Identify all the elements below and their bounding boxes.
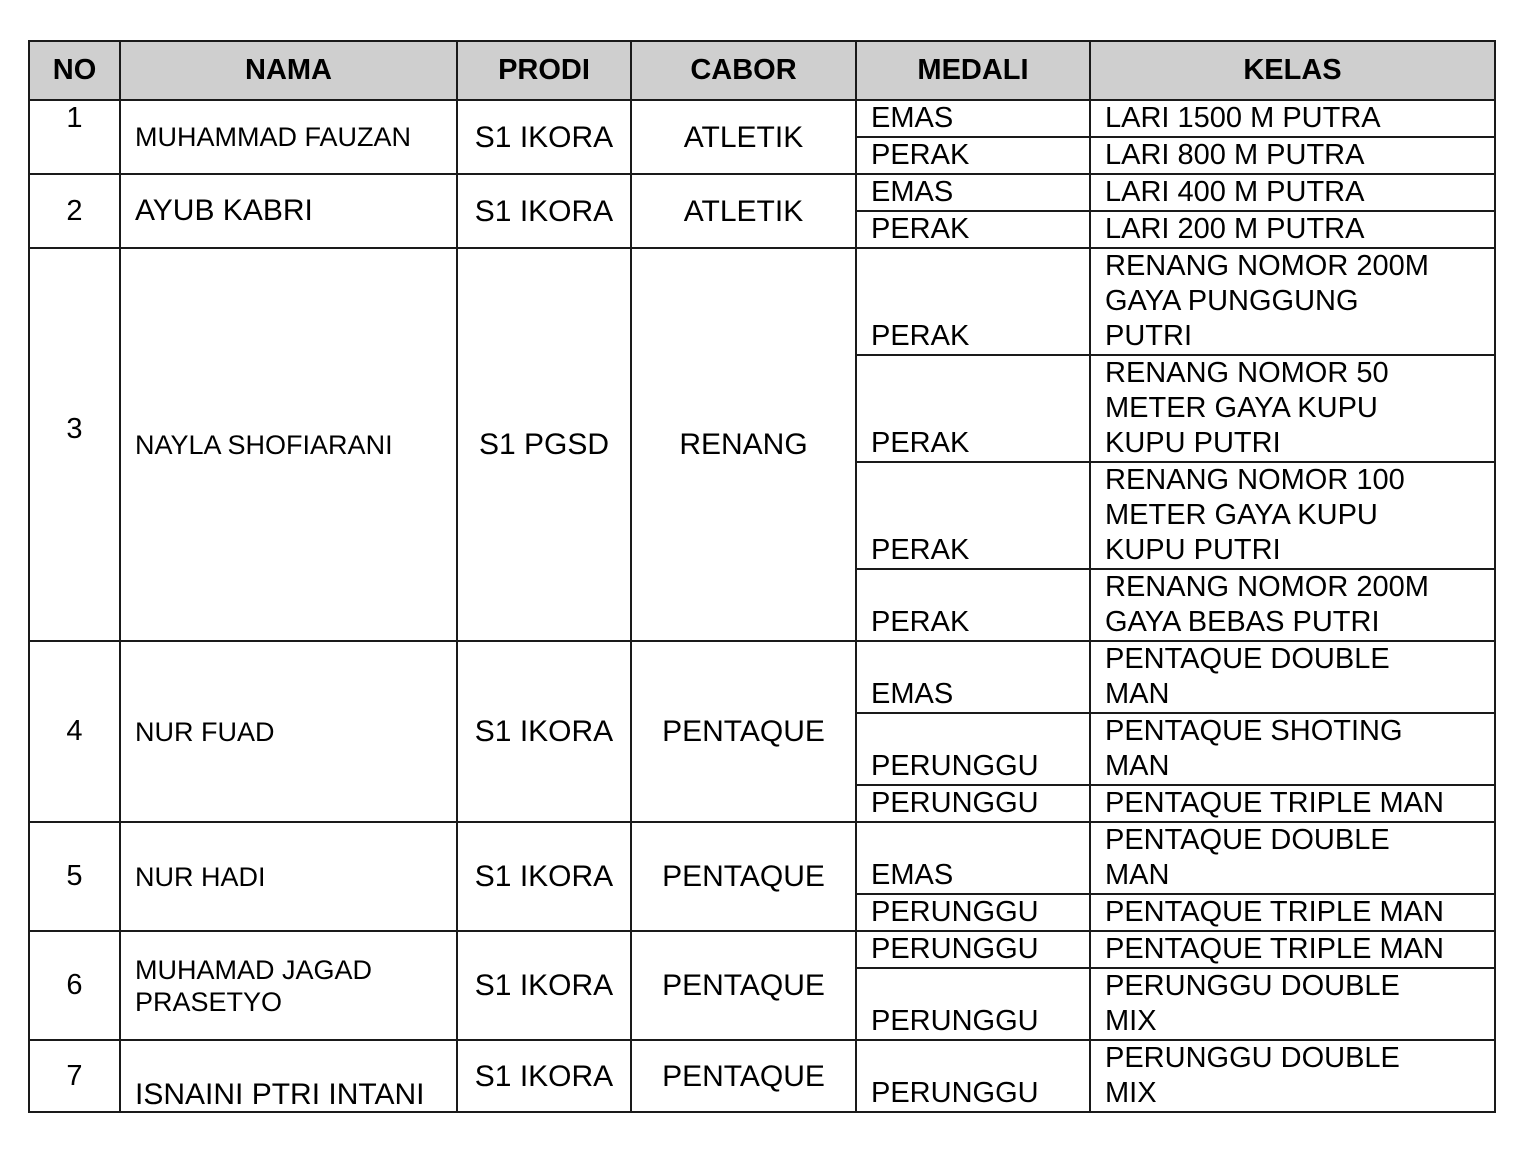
table-row <box>29 248 1495 355</box>
table-row <box>29 822 1495 894</box>
medal-cell: PERAK <box>856 569 1090 641</box>
kelas-cell: PENTAQUE DOUBLE MAN <box>1090 822 1495 894</box>
table-row <box>29 931 1495 968</box>
medal-cell: PERAK <box>856 355 1090 462</box>
entry-nama: AYUB KABRI <box>120 174 457 248</box>
kelas-cell: PENTAQUE DOUBLE MAN <box>1090 641 1495 713</box>
header-row <box>29 41 1495 100</box>
header-prodi: PRODI <box>457 41 631 100</box>
kelas-cell: RENANG NOMOR 200M GAYA PUNGGUNG PUTRI <box>1090 248 1495 355</box>
entry-prodi: S1 IKORA <box>457 641 631 822</box>
entry-no: 6 <box>29 931 120 1040</box>
entry-nama: NAYLA SHOFIARANI <box>120 248 457 641</box>
header-cabor: CABOR <box>631 41 856 100</box>
kelas-cell: LARI 400 M PUTRA <box>1090 174 1495 211</box>
table-header <box>29 41 1495 100</box>
entry-prodi: S1 PGSD <box>457 248 631 641</box>
kelas-cell: PERUNGGU DOUBLE MIX <box>1090 968 1495 1040</box>
header-medali: MEDALI <box>856 41 1090 100</box>
entry-cabor: PENTAQUE <box>631 822 856 931</box>
kelas-cell: PERUNGGU DOUBLE MIX <box>1090 1040 1495 1112</box>
entry-nama: NUR FUAD <box>120 641 457 822</box>
header-no: NO <box>29 41 120 100</box>
entry-prodi: S1 IKORA <box>457 1040 631 1112</box>
medal-cell: PERUNGGU <box>856 931 1090 968</box>
kelas-cell: PENTAQUE TRIPLE MAN <box>1090 931 1495 968</box>
header-nama: NAMA <box>120 41 457 100</box>
medal-cell: EMAS <box>856 174 1090 211</box>
entry-cabor: ATLETIK <box>631 174 856 248</box>
kelas-cell: LARI 1500 M PUTRA <box>1090 100 1495 137</box>
kelas-cell: RENANG NOMOR 100 METER GAYA KUPU KUPU PUTRI <box>1090 462 1495 569</box>
table-row <box>29 641 1495 713</box>
entry-prodi: S1 IKORA <box>457 100 631 174</box>
entry-cabor: PENTAQUE <box>631 1040 856 1112</box>
entry-no: 5 <box>29 822 120 931</box>
entry-cabor: PENTAQUE <box>631 641 856 822</box>
medal-cell: EMAS <box>856 641 1090 713</box>
medal-cell: PERUNGGU <box>856 894 1090 931</box>
header-kelas: KELAS <box>1090 41 1495 100</box>
entry-prodi: S1 IKORA <box>457 174 631 248</box>
medal-cell: PERAK <box>856 462 1090 569</box>
medal-cell: PERUNGGU <box>856 785 1090 822</box>
entry-no: 1 <box>29 100 120 174</box>
entry-no: 4 <box>29 641 120 822</box>
kelas-cell: PENTAQUE TRIPLE MAN <box>1090 785 1495 822</box>
medal-cell: PERAK <box>856 137 1090 174</box>
kelas-cell: RENANG NOMOR 200M GAYA BEBAS PUTRI <box>1090 569 1495 641</box>
entry-no: 3 <box>29 248 120 641</box>
medal-cell: EMAS <box>856 100 1090 137</box>
kelas-cell: PENTAQUE SHOTING MAN <box>1090 713 1495 785</box>
entry-prodi: S1 IKORA <box>457 931 631 1040</box>
medal-cell: PERUNGGU <box>856 968 1090 1040</box>
entry-no: 2 <box>29 174 120 248</box>
kelas-cell: LARI 200 M PUTRA <box>1090 211 1495 248</box>
entry-prodi: S1 IKORA <box>457 822 631 931</box>
table-row <box>29 174 1495 211</box>
entry-nama: MUHAMAD JAGAD PRASETYO <box>120 931 457 1040</box>
medal-cell: PERUNGGU <box>856 1040 1090 1112</box>
table-row <box>29 1040 1495 1112</box>
table-row <box>29 100 1495 137</box>
medal-cell: PERUNGGU <box>856 713 1090 785</box>
entry-no: 7 <box>29 1040 120 1112</box>
medal-table <box>28 40 1496 1113</box>
medal-cell: PERAK <box>856 248 1090 355</box>
entry-nama: MUHAMMAD FAUZAN <box>120 100 457 174</box>
entry-cabor: ATLETIK <box>631 100 856 174</box>
kelas-cell: PENTAQUE TRIPLE MAN <box>1090 894 1495 931</box>
kelas-cell: LARI 800 M PUTRA <box>1090 137 1495 174</box>
kelas-cell: RENANG NOMOR 50 METER GAYA KUPU KUPU PUTRI <box>1090 355 1495 462</box>
medal-cell: PERAK <box>856 211 1090 248</box>
entry-cabor: PENTAQUE <box>631 931 856 1040</box>
entry-cabor: RENANG <box>631 248 856 641</box>
entry-nama: ISNAINI PTRI INTANI <box>120 1040 457 1112</box>
entry-nama: NUR HADI <box>120 822 457 931</box>
table-body <box>29 100 1495 1112</box>
medal-cell: EMAS <box>856 822 1090 894</box>
